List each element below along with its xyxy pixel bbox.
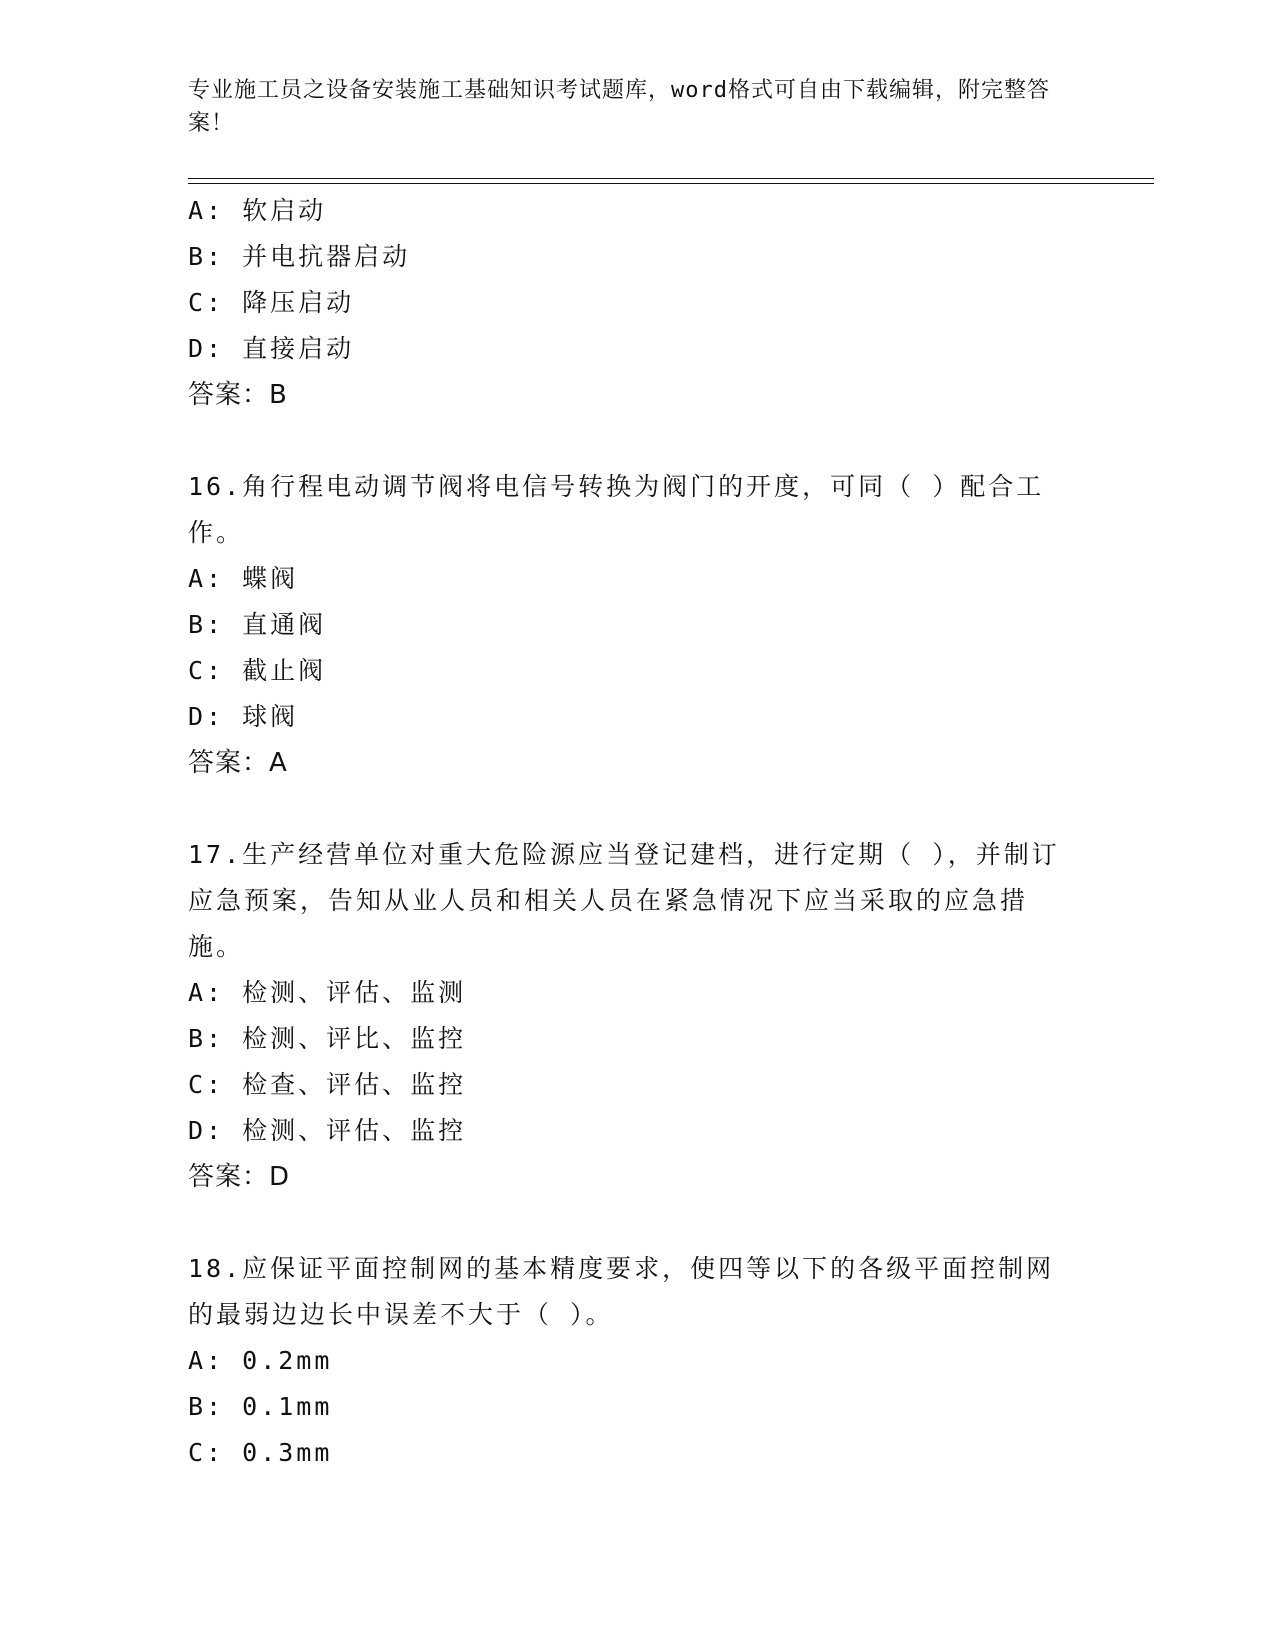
- option-b: B: 并电抗器启动: [188, 242, 411, 271]
- question-15-block: [188, 188, 1088, 418]
- document-header: 专业施工员之设备安装施工基础知识考试题库，word格式可自由下载编辑，附完整答案！: [188, 78, 1050, 136]
- spacer: [188, 786, 1088, 832]
- option-d: D: 球阀: [188, 702, 299, 731]
- option-c: C: 检查、评估、监控: [188, 1070, 467, 1099]
- question-18-block: [188, 1246, 1088, 1476]
- header-divider-top: [188, 178, 1154, 179]
- answer-line: 答案：A: [188, 748, 288, 778]
- question-content: [188, 188, 1088, 1476]
- answer-line: 答案：B: [188, 380, 288, 410]
- answer-line: 答案：D: [188, 1162, 291, 1192]
- option-a: A: 蝶阀: [188, 564, 299, 593]
- option-c: C: 0.3mm: [188, 1438, 333, 1467]
- option-c: C: 降压启动: [188, 288, 355, 317]
- header-divider-bottom: [188, 183, 1154, 184]
- option-d: D: 直接启动: [188, 334, 355, 363]
- question-text: 18.应保证平面控制网的基本精度要求，使四等以下的各级平面控制网的最弱边边长中误差不大于（ ）。: [188, 1254, 1055, 1329]
- option-b: B: 0.1mm: [188, 1392, 333, 1421]
- question-text: 16.角行程电动调节阀将电信号转换为阀门的开度，可同（ ）配合工作。: [188, 472, 1045, 547]
- spacer: [188, 418, 1088, 464]
- question-text: 17.生产经营单位对重大危险源应当登记建档，进行定期（ ），并制订应急预案，告知从业人员和相关人员在紧急情况下应当采取的应急措施。: [188, 840, 1060, 961]
- spacer: [188, 1200, 1088, 1246]
- option-d: D: 检测、评估、监控: [188, 1116, 467, 1145]
- option-b: B: 检测、评比、监控: [188, 1024, 467, 1053]
- question-16-block: [188, 464, 1088, 786]
- option-c: C: 截止阀: [188, 656, 327, 685]
- option-a: A: 0.2mm: [188, 1346, 333, 1375]
- option-a: A: 软启动: [188, 196, 327, 225]
- option-a: A: 检测、评估、监测: [188, 978, 467, 1007]
- option-b: B: 直通阀: [188, 610, 327, 639]
- question-17-block: [188, 832, 1088, 1200]
